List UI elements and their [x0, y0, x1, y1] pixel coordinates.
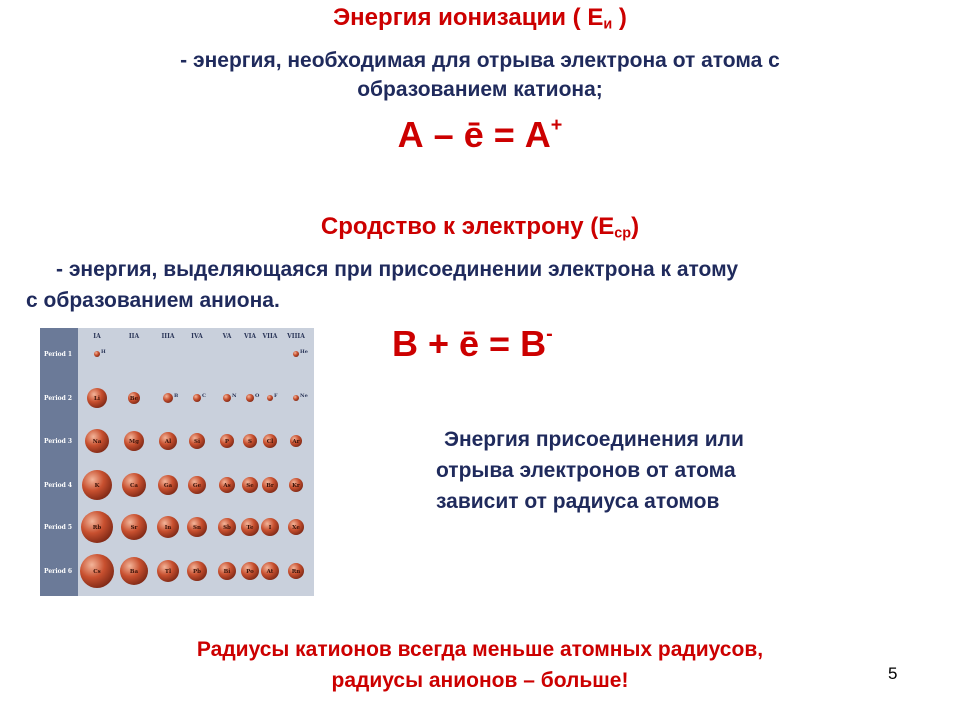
element-symbol: Bi [223, 569, 231, 575]
atom-sphere-ne [293, 395, 299, 401]
affinity-equation-charge: - [546, 323, 553, 346]
conclusion [0, 634, 960, 696]
affinity-equation [392, 323, 553, 365]
group-label: IA [93, 333, 101, 340]
group-label: IIA [128, 333, 140, 340]
element-symbol: Sb [223, 525, 231, 531]
element-symbol: Kr [292, 483, 300, 489]
element-symbol: He [300, 349, 308, 355]
element-symbol: K [94, 483, 100, 489]
element-symbol: At [266, 569, 274, 575]
element-symbol: As [223, 483, 231, 489]
note-line2: отрыва электронов от атома [436, 459, 736, 482]
atom-sphere-n [223, 394, 231, 402]
ionization-equation-text: А – ē = А [397, 114, 551, 155]
element-symbol: O [255, 393, 260, 399]
atom-sphere-c [193, 394, 201, 402]
element-symbol: Sn [193, 525, 201, 531]
note-line3: зависит от радиуса атомов [436, 490, 720, 513]
element-symbol: Si [193, 439, 201, 445]
element-symbol: Sr [130, 525, 138, 531]
ionization-definition-line1: - энергия, необходимая для отрыва электрона от атома с [180, 49, 780, 72]
atom-sphere-he [293, 351, 299, 357]
ionization-title-end: ) [612, 4, 627, 31]
element-symbol: Mg [129, 439, 139, 445]
period-label: Period 2 [44, 395, 73, 402]
element-symbol: Se [246, 483, 254, 489]
period-label: Period 5 [44, 524, 73, 531]
atom-sphere-h [94, 351, 100, 357]
element-symbol: N [232, 393, 237, 399]
affinity-title [0, 213, 960, 242]
ionization-equation [0, 114, 960, 156]
element-symbol: Rb [92, 525, 102, 531]
element-symbol: Te [246, 525, 254, 531]
element-symbol: B [174, 393, 179, 399]
element-symbol: F [274, 393, 278, 399]
affinity-definition-line2: с образованием аниона. [26, 289, 280, 312]
period-label: Period 1 [44, 351, 73, 358]
conclusion-line1: Радиусы катионов всегда меньше атомных радиусов, [196, 638, 764, 661]
element-symbol: P [224, 439, 230, 445]
element-symbol: Cs [93, 569, 101, 575]
element-symbol: Xe [292, 525, 300, 531]
element-symbol: Ba [129, 569, 139, 575]
conclusion-line2: радиусы анионов – больше! [331, 669, 629, 692]
element-symbol: Ca [130, 483, 138, 489]
element-symbol: Cl [266, 439, 274, 445]
group-label: VA [222, 333, 232, 340]
ionization-title-text: Энергия ионизации ( Е [333, 4, 604, 31]
period-label: Period 4 [44, 482, 73, 489]
affinity-equation-text: В + ē = В [392, 323, 547, 364]
group-label: VIA [243, 333, 257, 340]
page-number: 5 [888, 664, 898, 683]
table-background [40, 328, 314, 596]
element-symbol: Ne [300, 393, 308, 399]
note-line1: Энергия присоединения или [444, 428, 744, 451]
group-label: IVA [191, 333, 203, 340]
affinity-title-text: Сродство к электрону (Е [320, 213, 615, 240]
ionization-definition-line2: образованием катиона; [357, 78, 603, 101]
element-symbol: Al [164, 439, 172, 445]
affinity-title-subscript: ср [614, 225, 632, 242]
element-symbol: Po [246, 569, 254, 575]
atom-sphere-b [163, 393, 173, 403]
element-symbol: Li [94, 396, 100, 402]
element-symbol: In [164, 525, 172, 531]
atomic-radii-periodic-table [40, 328, 314, 596]
element-symbol: C [202, 393, 206, 399]
group-label: IIIA [161, 333, 175, 340]
element-symbol: Na [92, 439, 102, 445]
element-symbol: Ga [163, 483, 173, 489]
ionization-title-subscript: и [603, 16, 613, 33]
element-symbol: Tl [164, 569, 172, 575]
group-label: VIIA [262, 333, 278, 340]
period-label: Period 6 [44, 568, 73, 575]
affinity-definition-line1: - энергия, выделяющаяся при присоединении электрона к атому [56, 258, 739, 281]
element-symbol: Rn [291, 569, 301, 575]
table-period-sidebar [40, 328, 78, 596]
element-symbol: Be [129, 396, 139, 402]
affinity-title-end: ) [631, 213, 640, 240]
element-symbol: Ge [192, 483, 202, 489]
atom-sphere-o [246, 394, 254, 402]
element-symbol: Ar [292, 439, 300, 445]
element-symbol: Pb [193, 569, 201, 575]
ionization-definition [60, 46, 900, 104]
atom-sphere-f [267, 395, 273, 401]
period-label: Period 3 [44, 438, 73, 445]
radius-dependence-note [436, 424, 856, 517]
element-symbol: H [101, 349, 106, 355]
element-symbol: S [248, 439, 252, 445]
element-symbol: I [268, 525, 272, 531]
group-label: VIIIA [287, 333, 305, 340]
ionization-equation-charge: + [550, 114, 563, 137]
element-symbol: Br [266, 483, 274, 489]
ionization-title [0, 4, 960, 33]
